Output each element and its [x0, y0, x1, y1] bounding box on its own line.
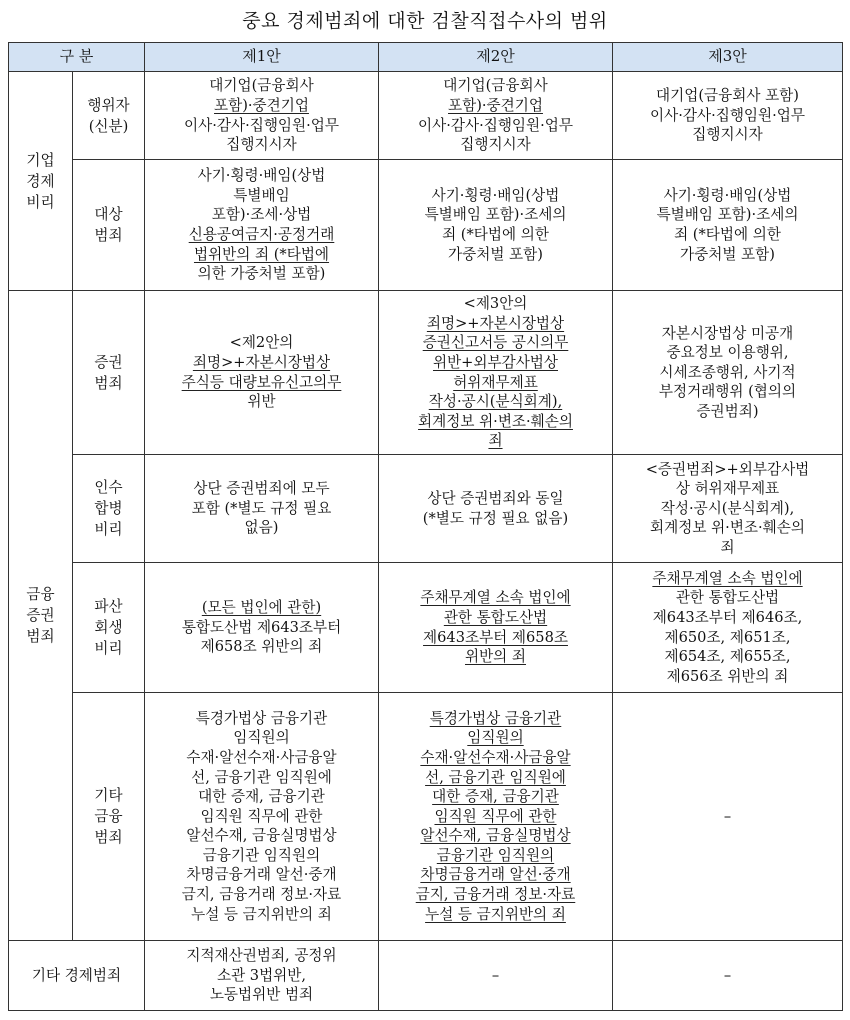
subcategory-other-financial: 기타 금융 범죄	[73, 693, 145, 941]
row-bankruptcy-corruption	[9, 563, 843, 693]
subcategory-merger: 인수 합병 비리	[73, 455, 145, 563]
target-plan-1: 사기·횡령·배임(상법 특별배임 포함)·조세·상법 신용공여금지·공정거래 법위반의 죄 (*타법에 의한 가중처벌 포함)	[145, 160, 379, 291]
subcategory-bankruptcy: 파산 회생 비리	[73, 563, 145, 693]
target-plan-2: 사기·횡령·배임(상법 특별배임 포함)·조세의 죄 (*타법에 의한 가중처벌 포함)	[379, 160, 613, 291]
header-plan-3: 제3안	[613, 43, 843, 72]
merger-plan-3: <증권범죄>+외부감사법 상 허위재무제표 작성·공시(분식회계), 회계정보 위·변조·훼손의 죄	[613, 455, 843, 563]
actor-plan-3: 대기업(금융회사 포함) 이사·감사·집행임원·업무 집행지시자	[613, 72, 843, 160]
header-category: 구 분	[9, 43, 145, 72]
row-securities-crime	[9, 291, 843, 455]
bankruptcy-plan-1: (모든 법인에 관한) 통합도산법 제643조부터 제658조 위반의 죄	[145, 563, 379, 693]
row-merger-corruption	[9, 455, 843, 563]
target-plan-3: 사기·횡령·배임(상법 특별배임 포함)·조세의 죄 (*타법에 의한 가중처벌 포함)	[613, 160, 843, 291]
document-title: 중요 경제범죄에 대한 검찰직접수사의 범위	[242, 10, 608, 32]
header-row	[9, 43, 843, 72]
header-plan-1: 제1안	[145, 43, 379, 72]
category-corporate-crime: 기업 경제 비리	[9, 72, 73, 291]
subcategory-actor: 행위자 (신분)	[73, 72, 145, 160]
merger-plan-2: 상단 증권범죄와 동일 (*별도 규정 필요 없음)	[379, 455, 613, 563]
actor-plan-2: 대기업(금융회사 포함)·중견기업 이사·감사·집행임원·업무 집행지시자	[379, 72, 613, 160]
row-actor	[9, 72, 843, 160]
category-financial-crime: 금융 증권 범죄	[9, 291, 73, 941]
other-economic-plan-2: –	[379, 941, 613, 1011]
merger-plan-1: 상단 증권범죄에 모두 포함 (*별도 규정 필요 없음)	[145, 455, 379, 563]
comparison-table	[8, 42, 843, 1011]
securities-plan-1: <제2안의 죄명>+자본시장법상 주식등 대량보유신고의무 위반	[145, 291, 379, 455]
row-other-economic-crime	[9, 941, 843, 1011]
row-target-crime	[9, 160, 843, 291]
bankruptcy-plan-2: 주채무계열 소속 법인에 관한 통합도산법 제643조부터 제658조 위반의 죄	[379, 563, 613, 693]
bankruptcy-plan-3: 주채무계열 소속 법인에 관한 통합도산법 제643조부터 제646조, 제650조, 제651조, 제654조, 제655조, 제656조 위반의 죄	[613, 563, 843, 693]
other-financial-plan-1: 특경가법상 금융기관 임직원의 수재·알선수재·사금융알 선, 금융기관 임직원에 대한 증재, 금융기관 임직원 직무에 관한 알선수재, 금융실명법상 금융기관 임직원의 차명금융거래 알선·중개 금지, 금융거래 정보·자료 누설 등 금지위반의 죄	[145, 693, 379, 941]
other-economic-plan-1: 지적재산권범죄, 공정위 소관 3법위반, 노동법위반 범죄	[145, 941, 379, 1011]
header-plan-2: 제2안	[379, 43, 613, 72]
actor-plan-1: 대기업(금융회사 포함)·중견기업 이사·감사·집행임원·업무 집행지시자	[145, 72, 379, 160]
subcategory-securities: 증권 범죄	[73, 291, 145, 455]
row-other-financial-crime	[9, 693, 843, 941]
category-other-economic-crime: 기타 경제범죄	[9, 941, 145, 1011]
securities-plan-2: <제3안의 죄명>+자본시장법상 증권신고서등 공시의무 위반+외부감사법상 허위재무제표 작성·공시(분식회계), 회계정보 위·변조·훼손의 죄	[379, 291, 613, 455]
other-financial-plan-2: 특경가법상 금융기관 임직원의 수재·알선수재·사금융알 선, 금융기관 임직원에 대한 증재, 금융기관 임직원 직무에 관한 알선수재, 금융실명법상 금융기관 임직원의 차명금융거래 알선·중개 금지, 금융거래 정보·자료 누설 등 금지위반의 죄	[379, 693, 613, 941]
other-financial-plan-3: –	[613, 693, 843, 941]
subcategory-target-crime: 대상 범죄	[73, 160, 145, 291]
securities-plan-3: 자본시장법상 미공개 중요정보 이용행위, 시세조종행위, 사기적 부정거래행위 (협의의 증권범죄)	[613, 291, 843, 455]
other-economic-plan-3: –	[613, 941, 843, 1011]
